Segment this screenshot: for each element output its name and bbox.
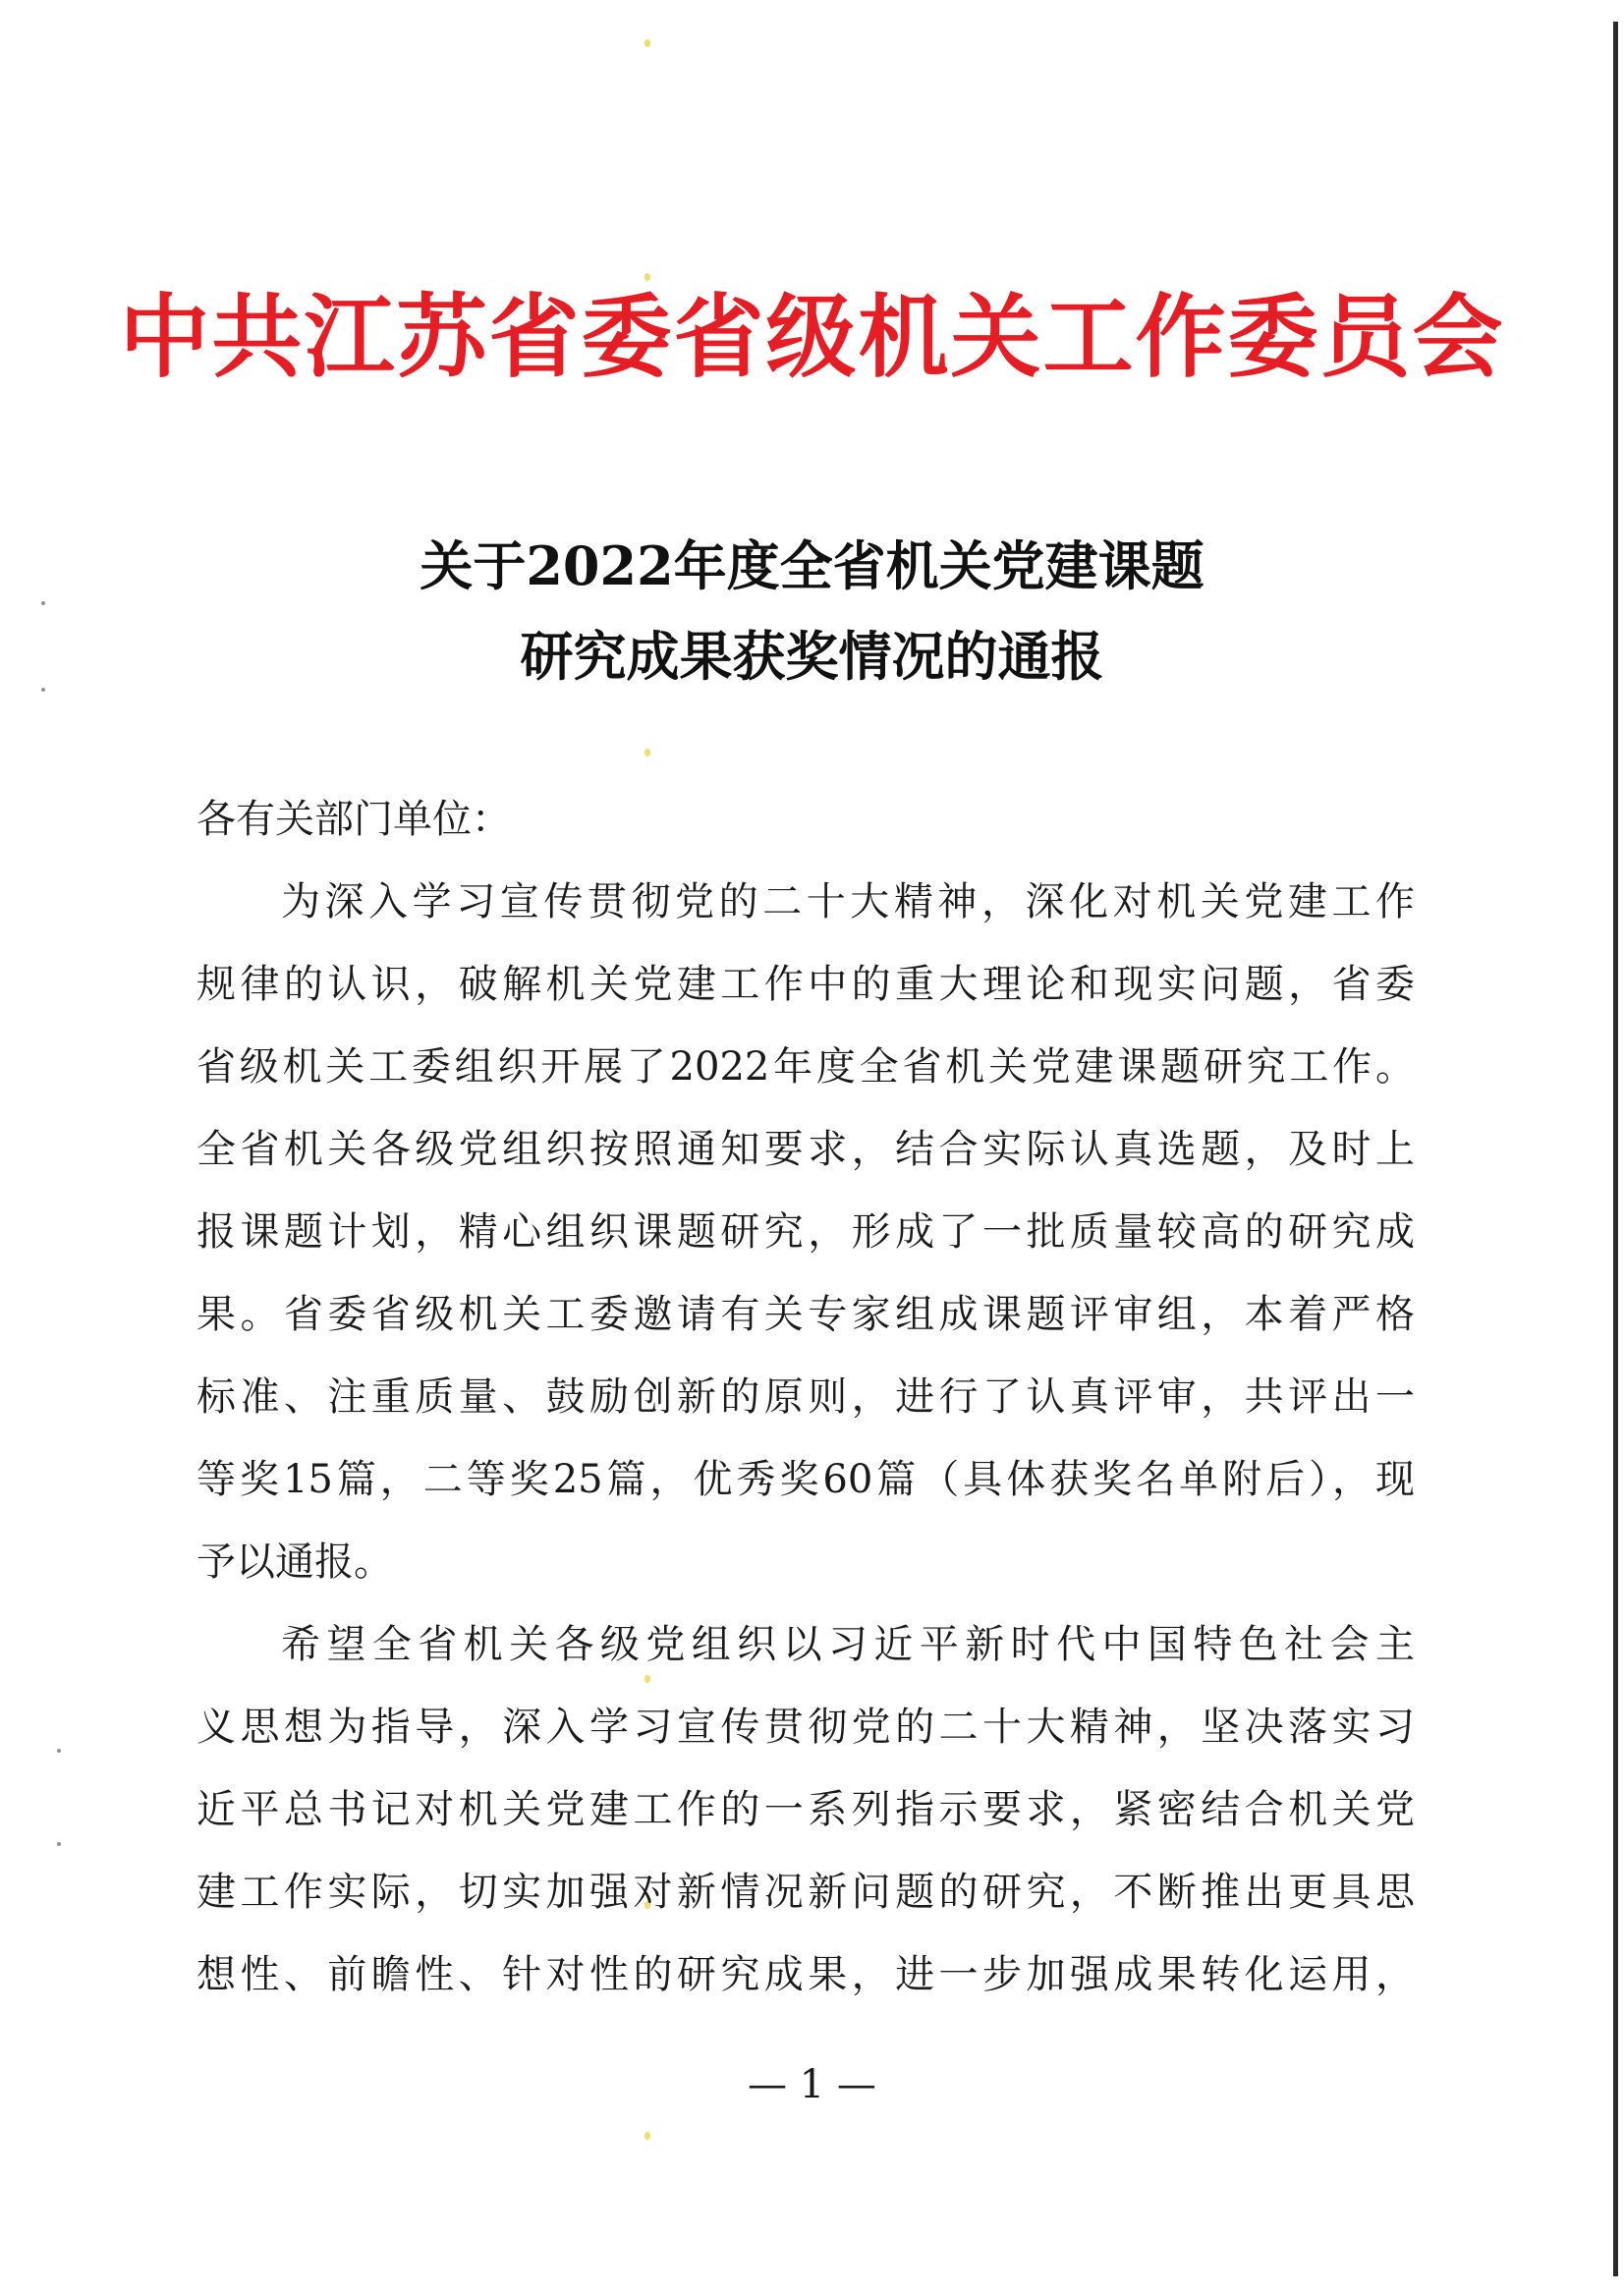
document-title <box>0 521 1624 701</box>
paragraph-1-line: 标准、注重质量、鼓励创新的原则，进行了认真评审，共评出一 <box>196 1374 1415 1420</box>
paragraph-2-line: 想性、前瞻性、针对性的研究成果，进一步加强成果转化运用， <box>196 1952 1415 1997</box>
paragraph-1-line: 为深入学习宣传贯彻党的二十大精神，深化对机关党建工作 <box>281 879 1415 924</box>
paragraph-1-line: 全省机关各级党组织按照通知要求，结合实际认真选题，及时上 <box>196 1127 1415 1172</box>
paragraph-1-line: 规律的认识，破解机关党建工作中的重大理论和现实问题，省委 <box>196 962 1415 1007</box>
paragraph-2-line: 建工作实际，切实加强对新情况新问题的研究，不断推出更具思 <box>196 1870 1415 1915</box>
paragraph-2-line: 近平总书记对机关党建工作的一系列指示要求，紧密结合机关党 <box>196 1787 1415 1832</box>
scan-speck <box>644 2132 650 2140</box>
scan-speck <box>644 39 650 47</box>
document-title-line-1: 关于2022年度全省机关党建课题 <box>420 534 1204 597</box>
issuing-organization-header: 中共江苏省委省级机关工作委员会 <box>119 284 1505 390</box>
scan-speck <box>644 749 650 756</box>
document-body <box>196 778 1415 2016</box>
paragraph-1-line: 予以通报。 <box>196 1539 393 1585</box>
paragraph-2-line: 希望全省机关各级党组织以习近平新时代中国特色社会主 <box>281 1622 1415 1667</box>
paragraph-1-line: 省级机关工委组织开展了2022年度全省机关党建课题研究工作。 <box>196 1044 1415 1090</box>
salutation: 各有关部门单位： <box>196 797 511 842</box>
paragraph-2-line: 义思想为指导，深入学习宣传贯彻党的二十大精神，坚决落实习 <box>196 1705 1415 1750</box>
paragraph-1-line: 报课题计划，精心组织课题研究，形成了一批质量较高的研究成 <box>196 1209 1415 1255</box>
scan-speck <box>57 1749 61 1753</box>
page-number: — 1 — <box>748 2062 876 2107</box>
document-title-line-2: 研究成果获奖情况的通报 <box>520 625 1104 688</box>
paragraph-1-line: 果。省委省级机关工委邀请有关专家组成课题评审组，本着严格 <box>196 1292 1415 1337</box>
paragraph-1-line: 等奖15篇，二等奖25篇，优秀奖60篇（具体获奖名单附后），现 <box>196 1457 1415 1502</box>
scan-speck <box>57 1842 61 1846</box>
